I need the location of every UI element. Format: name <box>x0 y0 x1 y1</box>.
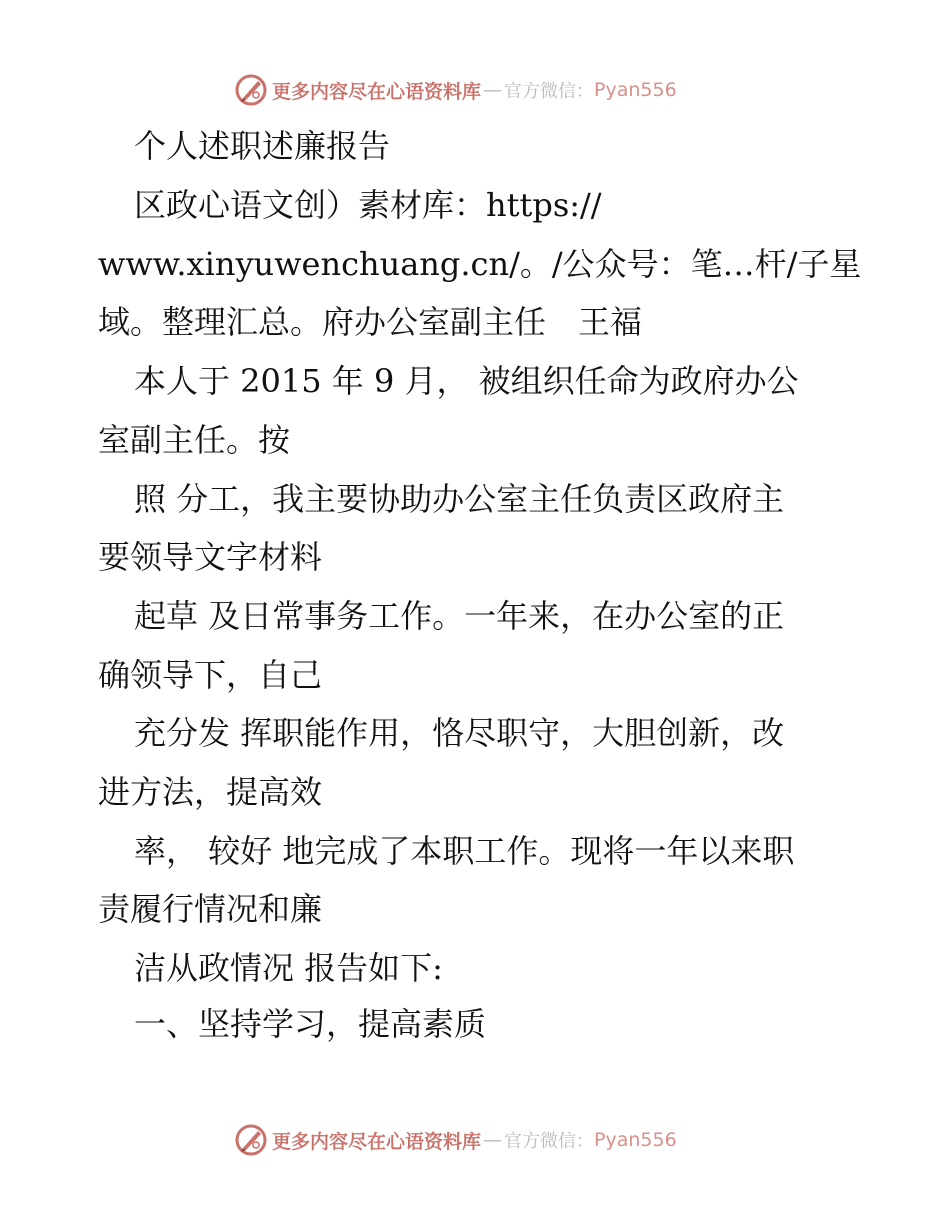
watermark-site-text: 更多内容尽在心语资料库 <box>272 1130 482 1153</box>
watermark-wechat-id: Pyan556 <box>594 1129 677 1151</box>
watermark-dash: — <box>483 79 503 101</box>
watermark-wechat-label: 官方微信： <box>504 1131 595 1152</box>
body-line: 室副主任。按 <box>98 421 291 459</box>
footer-watermark <box>234 1122 677 1158</box>
header-watermark <box>234 72 677 108</box>
body-line: 确领导下，自己 <box>98 656 323 694</box>
body-line: 充分发 挥职能作用，恪尽职守，大胆创新，改 <box>134 714 785 752</box>
watermark-wechat-id: Pyan556 <box>594 79 677 101</box>
body-line: 要领导文字材料 <box>98 538 323 576</box>
body-line: 本人于 2015 年 9 月， 被组织任命为政府办公 <box>134 362 799 400</box>
body-line: 区政心语文创）素材库：https:// <box>134 186 602 224</box>
quill-seal-logo-icon <box>234 1123 268 1157</box>
body-line: 照 分工，我主要协助办公室主任负责区政府主 <box>134 480 785 518</box>
watermark-site-text: 更多内容尽在心语资料库 <box>272 80 482 103</box>
body-line: 进方法，提高效 <box>98 773 323 811</box>
body-line: 洁从政情况 报告如下: <box>134 949 443 987</box>
body-line: 责履行情况和廉 <box>98 890 323 928</box>
watermark-dash: — <box>483 1129 503 1151</box>
body-line: 起草 及日常事务工作。一年来，在办公室的正 <box>134 597 785 635</box>
body-line: www.xinyuwenchuang.cn/。/公众号：笔…杆/子星 <box>98 245 862 283</box>
body-line: 率， 较好 地完成了本职工作。现将一年以来职 <box>134 832 795 870</box>
section-heading: 一、坚持学习，提高素质 <box>134 1005 487 1043</box>
document-title: 个人述职述廉报告 <box>134 127 391 165</box>
quill-seal-logo-icon <box>234 73 268 107</box>
body-line: 域。整理汇总。府办公室副主任 王福 <box>98 303 643 341</box>
watermark-wechat-label: 官方微信： <box>504 81 595 102</box>
